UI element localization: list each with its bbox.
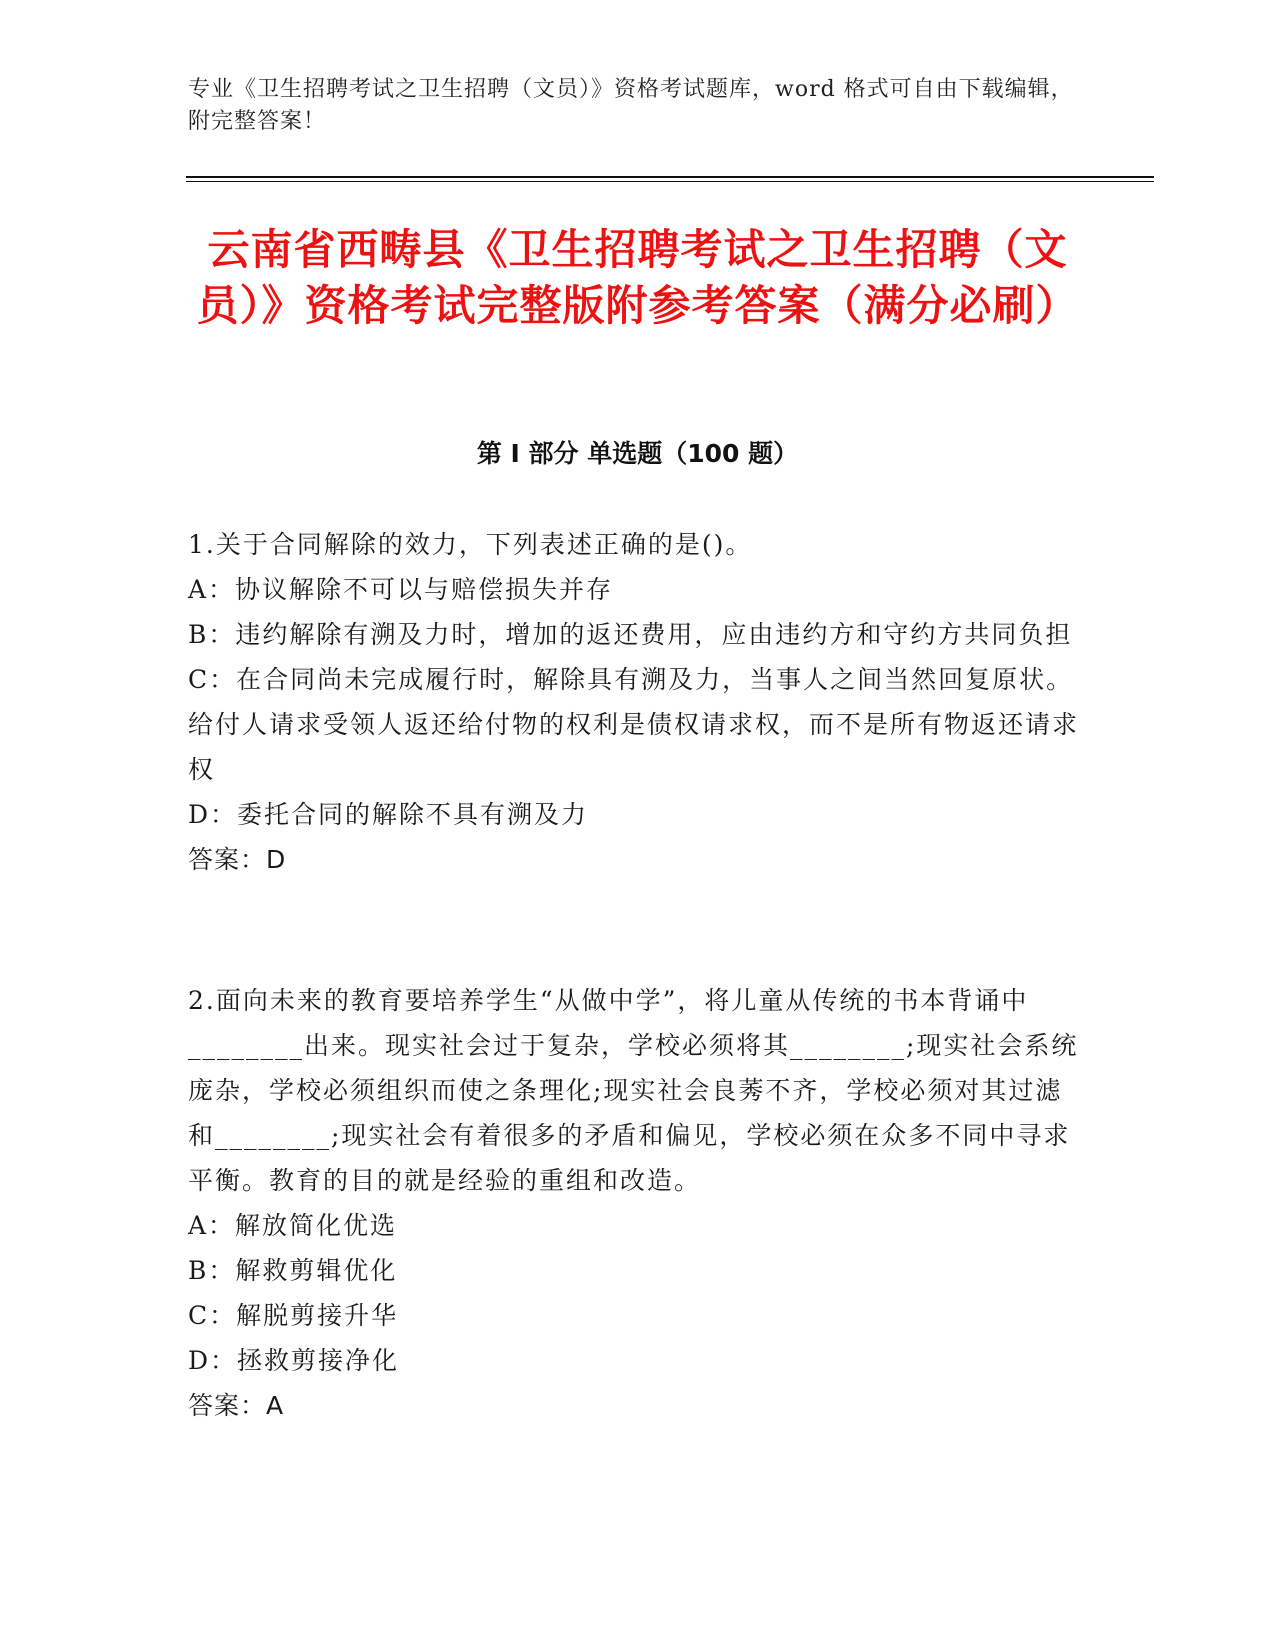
answer-line [188, 837, 1088, 882]
section-title: 第 I 部分 单选题（100 题） [476, 439, 799, 468]
option-a: A：解放简化优选 [188, 1211, 398, 1240]
option-d: D：委托合同的解除不具有溯及力 [188, 800, 589, 829]
option-a: A：协议解除不可以与赔偿损失并存 [188, 575, 614, 604]
option-c: C：在合同尚未完成履行时，解除具有溯及力，当事人之间当然回复原状。给付人请求受领人返还给付物的权利是债权请求权，而不是所有物返还请求权 [188, 665, 1080, 784]
option-b: B：解救剪辑优化 [188, 1256, 398, 1285]
document-title: 云南省西畴县《卫生招聘考试之卫生招聘（文员）》资格考试完整版附参考答案（满分必刷） [196, 225, 1079, 330]
option-d: D：拯救剪接净化 [188, 1346, 400, 1375]
answer-label: 答案： [188, 845, 267, 874]
answer-line [188, 1383, 1088, 1428]
answer-value: A [266, 1391, 285, 1420]
header-divider-thin [186, 181, 1154, 182]
answer-value: D [266, 845, 287, 874]
answer-label: 答案： [188, 1391, 267, 1420]
question-stem: 1.关于合同解除的效力，下列表述正确的是()。 [188, 530, 753, 559]
option-c: C：解脱剪接升华 [188, 1301, 399, 1330]
header-note: 专业《卫生招聘考试之卫生招聘（文员）》资格考试题库，word 格式可自由下载编辑，附完整答案！ [188, 77, 1074, 134]
header-divider [186, 176, 1154, 178]
question-2 [188, 978, 1088, 1428]
option-b: B：违约解除有溯及力时，增加的返还费用，应由违约方和守约方共同负担 [188, 620, 1073, 649]
question-stem: 2.面向未来的教育要培养学生“从做中学”，将儿童从传统的书本背诵中________出来。现实社会过于复杂，学校必须将其________;现实社会系统庞杂，学校必须组织而使之条理化;现实社会良莠不齐，学校必须对其过滤和________;现实社会有着很多的矛盾和偏见，学校必须在众多不同中寻求平衡。教育的目的就是经验的重组和改造。 [188, 986, 1079, 1195]
question-1 [188, 522, 1088, 882]
